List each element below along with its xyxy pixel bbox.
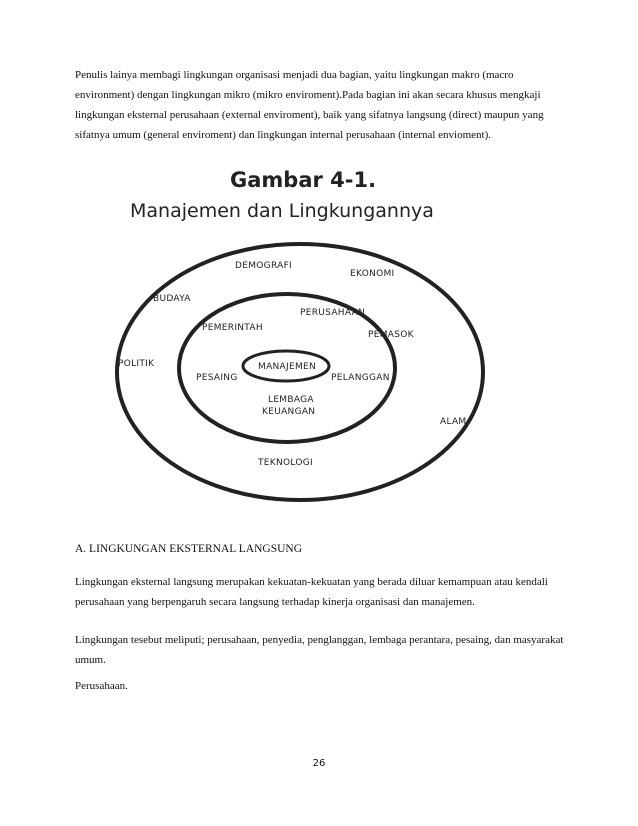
label-perusahaan: PERUSAHAAN <box>300 308 366 318</box>
label-demografi: DEMOGRAFI <box>235 261 293 271</box>
label-keuangan: KEUANGAN <box>262 407 316 417</box>
section-paragraph-2: Lingkungan tesebut meliputi; perusahaan, penyedia, penglanggan, lembaga perantara, pesaing, dan masyarakat umum. <box>75 634 564 666</box>
label-pemasok: PEMASOK <box>368 330 414 340</box>
label-alam: ALAM <box>440 417 467 427</box>
section-paragraph-3: Perusahaan. <box>75 680 128 692</box>
label-politik: POLITIK <box>118 359 155 369</box>
label-manajemen: MANAJEMEN <box>258 362 317 372</box>
label-pelanggan: PELANGGAN <box>331 373 390 383</box>
section-heading: A. LINGKUNGAN EKSTERNAL LANGSUNG <box>75 543 303 555</box>
label-pesaing: PESAING <box>196 373 238 383</box>
figure-environment-diagram <box>110 168 495 506</box>
label-lembaga: LEMBAGA <box>268 395 314 405</box>
concentric-circles-diagram <box>110 238 495 506</box>
figure-title: Gambar 4-1. <box>230 168 377 192</box>
label-pemerintah: PEMERINTAH <box>202 323 263 333</box>
figure-subtitle: Manajemen dan Lingkungannya <box>130 200 434 222</box>
intro-paragraph: Penulis lainya membagi lingkungan organisasi menjadi dua bagian, yaitu lingkungan makro (macro environment) dengan lingkungan mikro (mikro enviroment).Pada bagian ini akan secara khusus mengkaji lingkungan eksternal perusahaan (external enviroment), baik yang sifatnya langsung (direct) maupun yang sifatnya umum (general enviroment) dan lingkungan internal perusahaan (internal envioment). <box>75 69 544 141</box>
label-ekonomi: EKONOMI <box>350 269 395 279</box>
label-teknologi: TEKNOLOGI <box>258 458 314 468</box>
label-budaya: BUDAYA <box>153 294 191 304</box>
page-number: 26 <box>312 758 326 769</box>
section-paragraph-1: Lingkungan eksternal langsung merupakan kekuatan-kekuatan yang berada diluar kemampuan atau kendali perusahaan yang berpengaruh secara langsung terhadap kinerja organisasi dan manajemen. <box>75 576 548 608</box>
